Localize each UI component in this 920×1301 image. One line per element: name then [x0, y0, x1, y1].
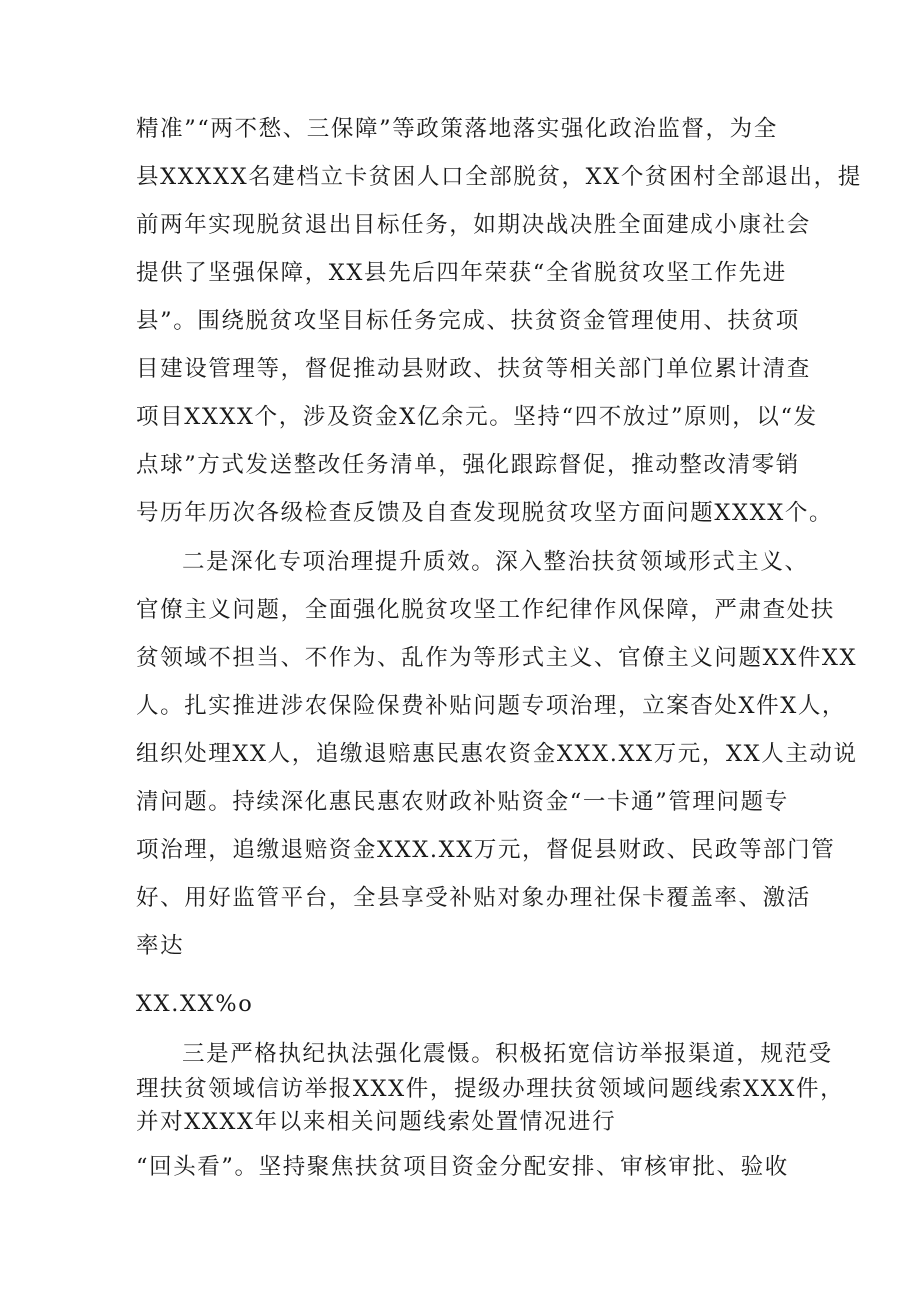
text-line: 提供了坚强保障，XX县先后四年荣获“全省脱贫攻坚工作先进 [136, 260, 787, 286]
text-line: 精准”“两不愁、三保障”等政策落地落实强化政治监督，为全 [136, 116, 778, 142]
paragraph-start-line: 二是深化专项治理提升质效。深入整治扶贫领域形式主义、 [182, 549, 809, 575]
text-line: 理扶贫领域信访举报XXX件，提级办理扶贫领域问题线索XXX件， [136, 1076, 845, 1102]
text-line: 率达 [136, 933, 185, 959]
text-line: 号历年历次各级检查反馈及自查发现脱贫攻坚方面问题XXXX个。 [136, 500, 834, 526]
text-line: 贫领域不担当、不作为、乱作为等形式主义、官僚主义问题XX件XX [136, 645, 858, 671]
text-line: XX.XX%o [136, 991, 254, 1017]
text-line: “回头看”。坚持聚焦扶贫项目资金分配安排、审核审批、验收 [136, 1154, 789, 1180]
text-line: 项目XXXX个，涉及资金X亿余元。坚持“四不放过”原则，以“发 [136, 404, 818, 430]
paragraph-start-line: 三是严格执纪执法强化震慑。积极拓宽信访举报渠道，规范受 [182, 1041, 833, 1067]
text-line: 目建设管理等，督促推动县财政、扶贫等相关部门单位累计清查 [136, 356, 811, 382]
text-line: 点球”方式发送整改任务清单，强化跟踪督促，推动整改清零销 [136, 452, 800, 478]
text-line: 人。扎实推进涉农保险保费补贴问题专项治理，立案杳处X件X人， [136, 693, 847, 719]
text-line: 好、用好监管平台，全县享受补贴对象办理社保卡覆盖率、激活 [136, 885, 811, 911]
text-line: 项治理，追缴退赔资金XXX.XX万元，督促县财政、民政等部门管 [136, 837, 836, 863]
text-line: 并对XXXX年以来相关问题线索处置情况进行 [136, 1109, 617, 1135]
text-line: 县XXXXX名建档立卡贫困人口全部脱贫，XX个贫困村全部退出，提 [136, 164, 862, 190]
text-line: 组织处理XX人，追缴退赔惠民惠农资金XXX.XX万元，XX人主动说 [136, 741, 858, 767]
text-line: 县”。围绕脱贫攻坚目标任务完成、扶贫资金管理使用、扶贫项 [136, 308, 800, 334]
text-line: 官僚主义问题，全面强化脱贫攻坚工作纪律作风保障，严肃查处扶 [136, 597, 835, 623]
text-line: 清问题。持续深化惠民惠农财政补贴资金“一卡通”管理问题专 [136, 789, 789, 815]
text-line: 前两年实现脱贫退出目标任务，如期决战决胜全面建成小康社会 [136, 212, 811, 238]
